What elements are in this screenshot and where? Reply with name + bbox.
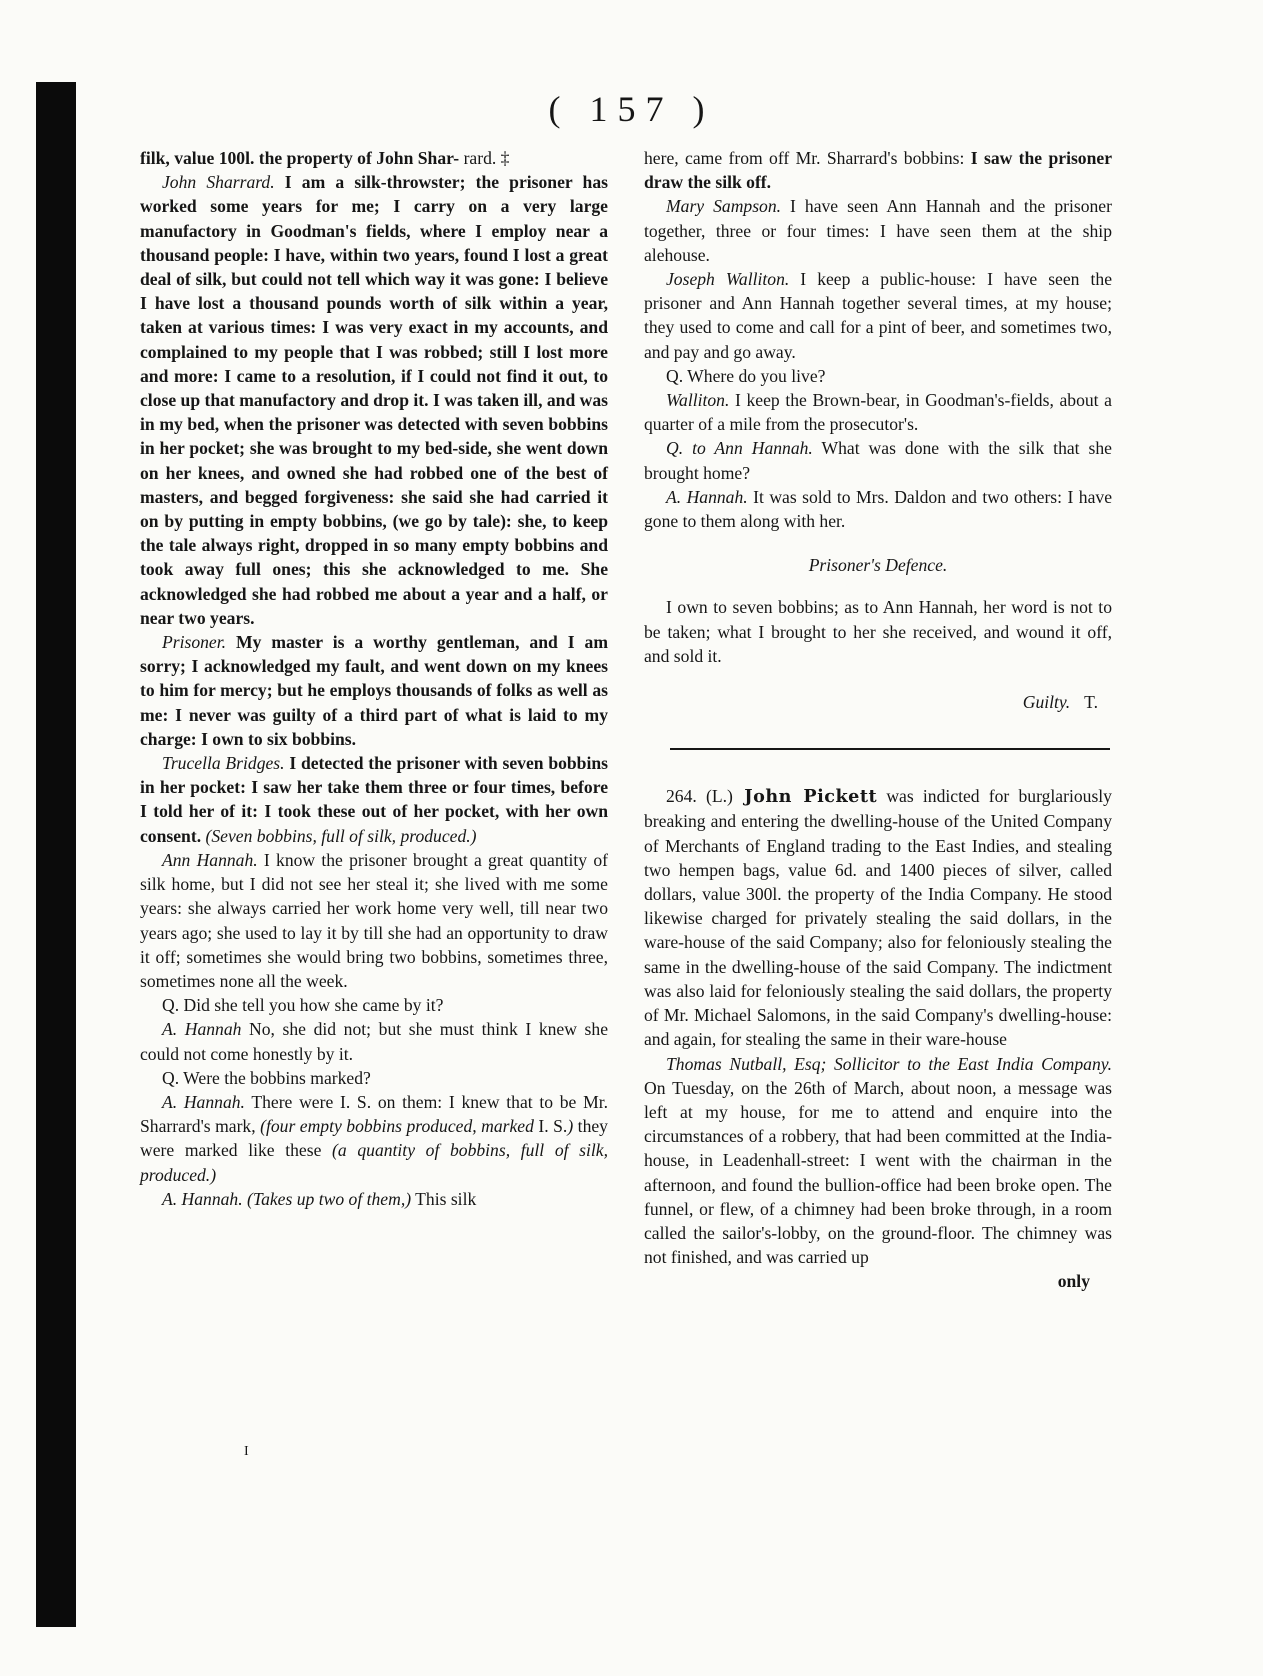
defence-heading: Prisoner's Defence. (808, 555, 948, 576)
text-run: My master is a worthy gentleman, and I am sorry; I acknowledged my fault, and went down on my knees to him for mercy; but he employs thousands of folks as well as me: I never was guilty of a third part of what is laid to my charge: I own to six bobbins. (140, 632, 608, 749)
catchword: only (1057, 1271, 1090, 1292)
speaker-name: Trucella Bridges. (162, 753, 285, 774)
text-run: (a quantity of bobbins, full of silk, produced.) (140, 1140, 608, 1185)
speaker-name: John Sharrard. (162, 172, 275, 193)
verdict-mark: T. (1084, 692, 1098, 713)
text-run: I own to seven bobbins; as to Ann Hannah, her word is not to be taken; what I brought to her she received, and wound it off, and sold it. (644, 597, 1112, 666)
paragraph (140, 146, 608, 170)
paragraph (644, 784, 1112, 1051)
defendant-name: John Pickett (732, 786, 878, 808)
text-run: (Seven bobbins, full of silk, produced.) (205, 825, 477, 846)
scan-binding-edge (36, 82, 76, 1627)
text-run: What was done with the silk that she brought home? (644, 438, 1112, 483)
speaker-name: Q. to Ann Hannah. (666, 438, 813, 459)
text-run: No, she did not; but she must think I knew she could not come honestly by it. (140, 1019, 608, 1064)
paragraph (140, 993, 608, 1017)
paragraph (140, 1017, 608, 1065)
text-run: rard. ‡ (463, 148, 510, 168)
speaker-name: Walliton. (666, 390, 730, 411)
text-run: I keep the Brown-bear, in Goodman's-fields, about a quarter of a mile from the prosecutor's. (644, 390, 1112, 435)
paragraph (644, 194, 1112, 267)
footer-mark: I (244, 1444, 249, 1459)
section-divider (670, 748, 1110, 750)
text-run: There were I. S. on them: I knew that to be Mr. Sharrard's mark, (140, 1091, 608, 1137)
speaker-name: Mary Sampson. (666, 196, 782, 217)
paragraph (644, 595, 1112, 668)
text-run: filk, value 100l. the property of John Shar- (140, 148, 460, 168)
text-run: I. S. (533, 1116, 568, 1137)
text-run: I saw the prisoner draw the silk off. (644, 148, 1112, 193)
text-run: I keep a public-house: I have seen the prisoner and Ann Hannah together several times, at my house; they used to come and call for a pint of beer, and sometimes two, and pay and go away. (644, 269, 1112, 362)
paragraph (644, 364, 1112, 388)
text-run: Q. Where do you live? (666, 365, 826, 386)
text-run: ) (567, 1116, 574, 1137)
text-run: (Takes up two of them,) (242, 1188, 412, 1209)
paragraph (140, 1187, 608, 1211)
speaker-name: A. Hannah. (162, 1188, 243, 1209)
speaker-name: A. Hannah. (666, 486, 748, 507)
paragraph (140, 630, 608, 751)
text-run: Q. Did she tell you how she came by it? (162, 995, 444, 1016)
paragraph (140, 1066, 608, 1090)
page-number: ( 157 ) (548, 89, 715, 129)
speaker-name: A. Hannah. (162, 1091, 245, 1112)
text-run: (four empty bobbins produced, marked (255, 1116, 534, 1137)
speaker-name: Thomas Nutball, Esq; Sollicitor to the East India Company. (666, 1053, 1112, 1074)
paragraph (644, 388, 1112, 436)
paragraph (644, 1052, 1112, 1270)
text-run: I know the prisoner brought a great quantity of silk home, but I did not see her steal it; she lived with me some years: she always carried her work home very well, till near two years ago; she used to lay it by till she had an opportunity to draw it off; sometimes she would bring two bobbins, sometimes three, sometimes none all the week. (140, 849, 609, 991)
speaker-name: Ann Hannah. (162, 849, 258, 870)
text-run: I am a silk-throwster; the prisoner has worked some years for me; I carry on a very large manufactory in Goodman's fields, where I employ near a thousand people: I have, within two years, found I lost a great deal of silk, but could not tell which way it was gone: I believe I have lost a thousand pounds worth of silk within a year, taken at various times: I was very exact in my accounts, and complained to my people that I was robbed; still I lost more and more: I came to a resolution, if I could not find it out, to close up that manufactory and drop it. I was taken ill, and was in my bed, when the prisoner was detected with seven bobbins in her pocket; she was brought to my bed-side, she went down on her knees, and owned she had robbed one of the best of masters, and begged forgiveness: she said she had carried it on by putting in empty bobbins, (we go by tale): she, to keep the tale always right, dropped in so many empty bobbins and took away full ones; this she acknowledged to me. She acknowledged she had robbed me about a year and a half, or near two years. (140, 172, 608, 628)
text-run: It was sold to Mrs. Daldon and two others: I have gone to them along with her. (644, 486, 1112, 532)
paragraph (140, 1090, 608, 1187)
text-run: I have seen Ann Hannah and the prisoner together, three or four times: I have seen them at the ship alehouse. (644, 196, 1112, 265)
text-run: This silk (411, 1188, 477, 1209)
speaker-name: Prisoner. (162, 632, 227, 653)
speaker-name: Joseph Walliton. (666, 269, 790, 290)
verdict (644, 690, 1098, 714)
right-column (644, 146, 1112, 1294)
paragraph (140, 170, 608, 630)
paragraph (644, 146, 1112, 194)
paragraph (644, 436, 1112, 484)
paragraph (140, 751, 608, 848)
speaker-name: A. Hannah (162, 1019, 242, 1040)
paragraph (644, 267, 1112, 364)
paragraph (140, 848, 608, 993)
text-run: Q. Were the bobbins marked? (162, 1067, 371, 1088)
left-column (140, 146, 608, 1211)
text-run: On Tuesday, on the 26th of March, about noon, a message was left at my house, for me to attend and enquire into the circumstances of a robbery, that had been committed at the India-house, in Leadenhall-street: I went with the chairman in the afternoon, and found the bullion-office had been broke open. The funnel, or flew, of a chimney had been broke through, in a room called the sailor's-lobby, on the ground-floor. The chimney was not finished, and was carried up (644, 1077, 1112, 1268)
paragraph (644, 485, 1112, 533)
text-run: I detected the prisoner with seven bobbins in her pocket: I saw her take them three or four times, before I told her of it: I took these out of her pocket, with her own consent. (140, 753, 608, 846)
verdict-text: Guilty. (1022, 692, 1071, 713)
text-run: was indicted for burglariously breaking and entering the dwelling-house of the United Company of Merchants of England trading to the East Indies, and stealing two hempen bags, value 6d. and 1400 pieces of silver, called dollars, value 300l. the property of the India Company. He stood likewise charged for privately stealing the said dollars, in the ware-house of the said Company; also for feloniously stealing the same in the dwelling-house of the said Company. The indictment was also laid for feloniously stealing the said dollars, the property of Mr. Michael Salomons, in the said Company's dwelling-house: and again, for stealing the same in their ware-house (644, 786, 1112, 1050)
text-run: they were marked like these (140, 1116, 608, 1161)
text-run: here, came from off Mr. Sharrard's bobbins: (644, 148, 965, 168)
case-number: 264. (L.) (666, 786, 733, 807)
